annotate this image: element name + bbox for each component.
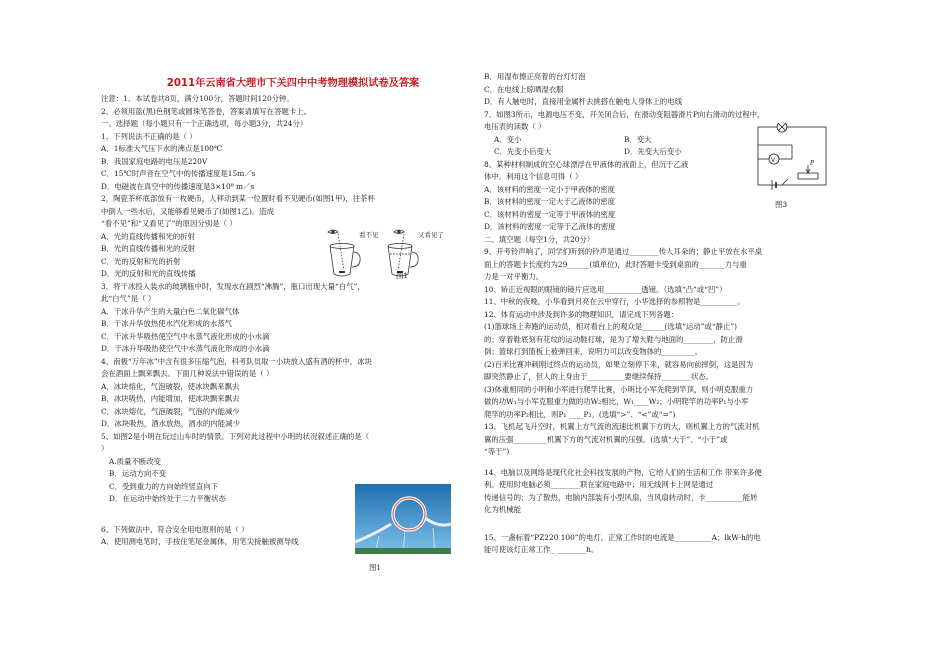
right-mid-lines-line: 13、飞机起飞升空时，机翼上方气流的流速比机翼下方的大，则机翼上方的气流对机 (484, 422, 760, 431)
right-mid-lines-line: (1)篮球场上奔跑的运动员，相对看台上的观众是______(选填“运动”或“静止”) (484, 322, 738, 331)
right-mid-lines-line: 体中．利用这个信息可得（ ） (484, 172, 583, 181)
q14-lines-line: 传递信号的；为了散热，电脑内部装有小型风扇，当风扇转动时，卡__________能转 (484, 492, 758, 502)
figure-1-cups (322, 228, 452, 284)
svg-text:V: V (771, 157, 776, 164)
figure-3-caption: 图3 (775, 200, 788, 209)
left-lines-line: 5、如图2是小明在玩过山车时的情景。下列对此过程中小明的状况叙述正确的是（ (101, 431, 370, 441)
roller-coaster-photo (355, 484, 451, 554)
left-lines-line: B．我国家庭电路的电压是220V (101, 156, 208, 166)
right-mid-lines-line: 9、开考铃声响了，同学们听到的铃声是通过________传人耳朵的；静止平放在水平桌 (484, 247, 763, 256)
left-lines-line: 此“白气”是（ ） (101, 294, 156, 303)
left-lines-line: A．1标准大气压下水的沸点是100℃ (101, 144, 223, 153)
q7-option: C．先变小后变大 (494, 147, 552, 156)
q14-lines-line: 14、电脑以及网络是现代化社会科技发展的产物，它给人们的生活和工作 带来许多便 (484, 467, 762, 477)
left-lines-line: A．冰块熔化，气泡破裂，使冰块飘来飘去 (101, 381, 240, 391)
right-mid-lines-line: 的；穿着鞋底刻有花纹的运动鞋打球，是为了增大鞋与地面的________，防止滑 (484, 334, 743, 344)
right-mid-lines-line: (2)百米比赛冲刺刚过终点的运动员，如果立刻停下来，就容易向前摔倒，这是因为 (484, 359, 754, 369)
right-mid-lines-line: 做的功W₁与小军克服重力做的功W₂相比，W₁____W₂；小明爬竿的功率P₁与小军 (484, 397, 749, 406)
right-top-lines-line: 7、如图3所示，电源电压不变，开关闭合后，在滑动变阻器滑片P向右滑动的过程中， (484, 109, 765, 119)
fig1-label-b: 又看见了 (418, 231, 444, 239)
left-lines-line: 3、将干冰投入装水的玻璃瓶中时，发现水在剧烈“沸腾”，瓶口出现大量“白气”， (101, 281, 365, 291)
left-lines-line: C．光的反射和光的折射 (101, 256, 181, 266)
q7-option: D．先变大后变小 (624, 147, 682, 156)
right-mid-lines-line: 脚突然静止了，但人的上身由于__________要继续保持________状态。 (484, 372, 714, 381)
right-mid-lines-line: D．该材料的密度一定等于乙液体的密度 (484, 222, 616, 231)
q15-block (484, 532, 842, 557)
slider-label: P (810, 160, 815, 167)
right-middle-block (484, 159, 842, 459)
left-lines-line: 2．陶瓷茶杯底部放有一枚硬币，人移动到某一位置时看不见硬币(如图1甲)，往茶杯 (101, 194, 375, 203)
q14-block (484, 467, 812, 517)
left-lines-line: 1、下列说法不正确的是（ ） (101, 131, 197, 141)
right-mid-lines-line: (3)体重相同的小明和小军进行爬竿比赛，小明比小军先爬到竿顶，则小明克服重力 (484, 384, 754, 394)
right-top-lines-line: B．用湿布擦正亮着的台灯灯泡 (484, 72, 586, 81)
right-mid-lines-line: “等于”) (484, 447, 510, 456)
left-lines-line: A．干冰升华产生的大量白色二氧化碳气体 (101, 306, 240, 316)
right-mid-lines-line: 翼的压强_________机翼下方的气流对机翼的压强。(选填“大于”、“小于”或 (484, 434, 728, 444)
left-lines-line: C．冰块熔化，气泡破裂，气泡的内能减少 (101, 406, 240, 416)
circuit-diagram (752, 123, 832, 195)
q6-lines-line: 6、下列做法中，符合安全用电原则的是（ ） (101, 524, 249, 534)
left-lines-line: ） (101, 444, 109, 453)
figure-1-caption: 图1 (396, 271, 409, 280)
right-mid-lines-line: 12、体育运动中涉及到许多的物理知识，请完成下列各题： (484, 309, 679, 319)
right-mid-lines-line: B．该材料的密度一定大于乙液体的密度 (484, 197, 616, 206)
left-lines-line: D．冰块吸热，酒水放热，酒水的内能减少 (101, 419, 240, 428)
left-lines-line: 4、南极“万年冰”中含有很多压缩气泡，科考队员取一小块放入盛有酒的杯中，冰块 (101, 356, 372, 366)
page-title: 2011年云南省大理市下关四中中考物理模拟试卷及答案 (166, 78, 420, 89)
q5-options-line: D．在运动中始终处于二力平衡状态 (109, 494, 226, 503)
left-lines-line: B．干冰升华放热使水汽化形成的水蒸气 (101, 319, 233, 328)
right-mid-lines-line: 二、填空题（每空1分，共20分） (484, 234, 595, 244)
left-lines-line: 2、必须用蓝(黑)色钢笔或圆珠笔答卷，答案请填写在答题卡上。 (101, 106, 312, 116)
right-mid-lines-line: C．该材料的密度一定等于甲液体的密度 (484, 209, 616, 219)
q15-lines-line: 能可使该灯正常工作_ ________h。 (484, 545, 599, 554)
right-mid-lines-line: 8、某种材料制成的空心球漂浮在甲液体的液面上，但沉于乙液 (484, 159, 689, 169)
left-lines-line: B．冰块吸热，内能增加，使冰块飘来飘去 (101, 394, 240, 403)
left-lines-line: A．光的直线传播和光的折射 (101, 231, 196, 241)
left-lines-line: B．光的直线传播和光的反射 (101, 244, 196, 253)
right-mid-lines-line: 面上的答题卡长度约为29______(填单位)，此时答题卡受到桌面的_______力与重 (484, 259, 747, 269)
right-top-lines-line: 电压表的读数（ ） (484, 122, 546, 131)
right-mid-lines-line: 倒；篮球打到篮板上被弹回来，说明力可以改变物体的_________。 (484, 347, 703, 356)
q6-lines-line: A．使用测电笔时，手按住笔尾金属体，用笔尖接触被测导线 (101, 537, 299, 546)
right-mid-lines-line: 爬竿的功率P₂相比，则P₁ ____P₂。(选填“>”、“<”或“=”) (484, 409, 676, 419)
fig1-label-a: 看不见 (359, 231, 379, 239)
right-mid-lines-line: A．该材料的密度一定小于甲液体的密度 (484, 184, 615, 194)
q14-lines-line: 化为机械能 (484, 505, 521, 514)
right-top-lines-line: D．有人触电时，直接用金属杆去挑搭在触电人身体上的电线 (484, 97, 683, 106)
left-lines-line: D．干冰升华吸热使空气中水蒸气液化形成的小水滴 (101, 344, 270, 353)
q7-option: B．变大 (624, 134, 652, 144)
left-lines-line: “看不见”和“又看见了”的原因分别是（ ） (101, 219, 237, 228)
right-top-lines-line: C．在电线上晾晒湿衣服 (484, 84, 564, 94)
q5-options-line: C．受到重力的方向始终竖直向下 (109, 481, 219, 491)
right-mid-lines-line: 10、矫正近视眼的眼镜的镜片应选用__________透镜。（选填“凸”或“凹”） (484, 284, 727, 294)
left-lines-line: 一、选择题（每小题只有一个正确选项，每小题3分，共24分） (101, 119, 308, 128)
q5-options-line: A.质量不断改变 (109, 456, 162, 466)
q15-lines-line: 15、一盏标着“PZ220 100”的电灯，正常工作时的电流是__________A；lkW·h的电 (484, 532, 761, 542)
left-lines-line: 中倒人一些水后，又能够看见硬币了(如图1乙)。造成 (101, 206, 275, 216)
right-mid-lines-line: 力是一对平衡力。 (484, 272, 544, 281)
left-lines-line: D．光的反射和光的直线传播 (101, 269, 196, 278)
figure-2-caption: 图1 (369, 563, 382, 572)
q5-options-line: B．运动方向不变 (109, 469, 167, 478)
left-lines-line: 注意：1、本试卷共8页，满分100分，答题时间120分钟。 (101, 94, 294, 103)
figure-2-roller-coaster (355, 484, 451, 554)
q14-lines-line: 利。使用时电脑必须________联在家庭电路中；用无线网卡上网是通过 (484, 480, 714, 489)
q7-option: A．变小 (494, 134, 522, 144)
figure-3-circuit (752, 123, 832, 195)
right-mid-lines-line: 11、中秋的夜晚，小华看到月亮在云中穿行，小华选择的参照物是__________。 (484, 297, 745, 306)
left-lines-line: C．15℃时声音在空气中的传播速度是15m／s (101, 169, 256, 178)
left-lines-line: D．电磁波在真空中的传播速度是3×10⁸ m／s (101, 181, 255, 191)
left-lines-line: 会在酒面上飘来飘去。下面几种说法中错误的是（ ） (101, 369, 274, 378)
left-lines-line: C．干冰升华吸热使空气中水蒸气液化形成的小水滴 (101, 331, 270, 341)
